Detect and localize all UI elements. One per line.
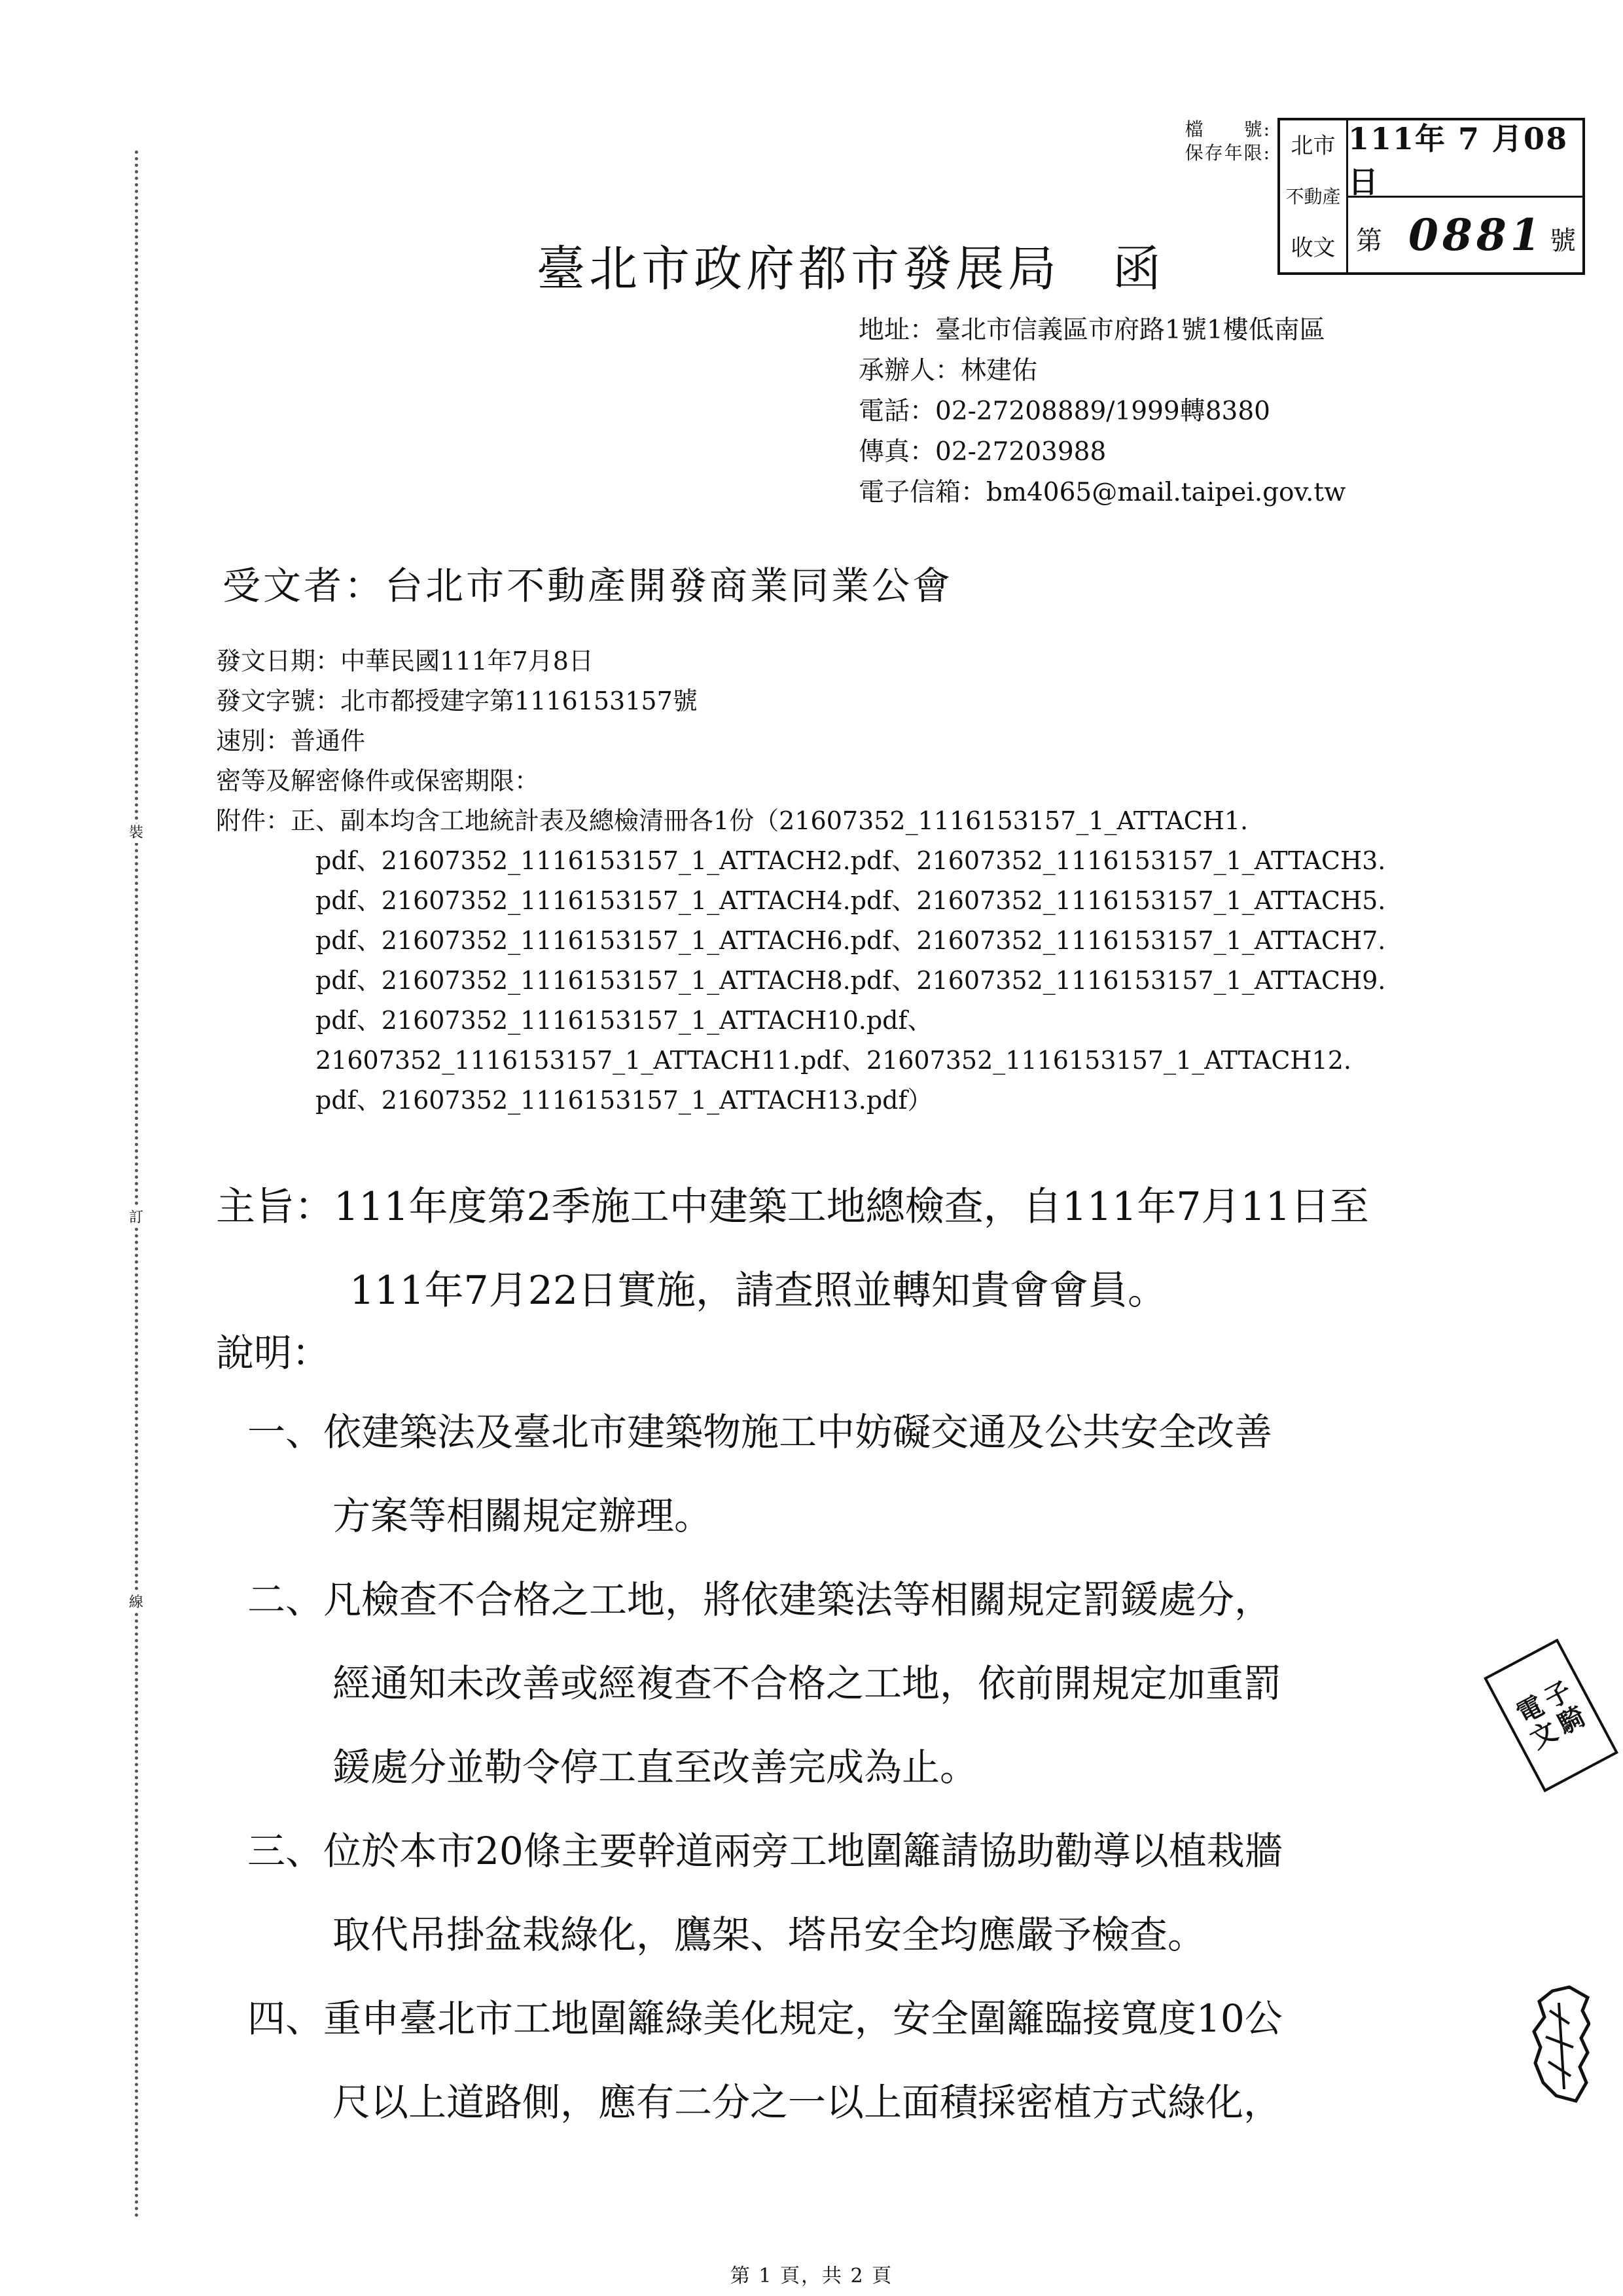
contact-address: 地址：臺北市信義區市府路1號1樓低南區 [859, 315, 1325, 345]
archive-labels [1147, 118, 1271, 165]
binding-mark-zhuang: 裝 [126, 823, 147, 843]
subject-block [216, 1165, 1369, 1333]
receipt-stamp [1277, 118, 1585, 275]
page-seam-seal-fragment [1530, 1984, 1590, 2104]
contact-phone: 電話：02-27208889/1999轉8380 [859, 397, 1270, 426]
attachments-line: 附件：正、副本均含工地統計表及總檢清冊各1份（21607352_1116153157_1_ATTACH1. [216, 806, 1249, 835]
attachments-line: 21607352_1116153157_1_ATTACH11.pdf、21607352_1116153157_1_ATTACH12. [315, 1046, 1351, 1075]
stamp-receipt-number [1348, 198, 1582, 272]
electronic-exchange-seal [1484, 1639, 1618, 1793]
secrecy-level: 密等及解密條件或保密期限： [216, 766, 540, 795]
description-item-3: 三、位於本市20條主要幹道兩旁工地圍籬請協助勸導以植栽牆 [247, 1829, 1283, 1873]
binding-mark-ding: 訂 [126, 1208, 147, 1228]
description-item-2-cont: 鍰處分並勒令停工直至改善完成為止。 [332, 1745, 978, 1789]
attachments-line: pdf、21607352_1116153157_1_ATTACH2.pdf、21607352_1116153157_1_ATTACH3. [315, 846, 1386, 875]
description-item-4: 四、重申臺北市工地圍籬綠美化規定，安全圍籬臨接寬度10公 [247, 1996, 1283, 2041]
stamp-receipt-date: 111年 7 月08日 [1348, 120, 1582, 198]
contact-block [859, 310, 1346, 513]
seal-char: 騎 [1552, 1700, 1590, 1740]
description-item-4-cont: 尺以上道路側，應有二分之一以上面積採密植方式綠化， [332, 2080, 1282, 2125]
document-number: 發文字號：北市都授建字第1116153157號 [216, 687, 698, 715]
page-number: 第 1 頁，共 2 頁 [730, 2265, 893, 2287]
attachments-line: pdf、21607352_1116153157_1_ATTACH6.pdf、21607352_1116153157_1_ATTACH7. [315, 926, 1386, 955]
description-item-2: 二、凡檢查不合格之工地，將依建築法等相關規定罰鍰處分， [247, 1577, 1273, 1622]
stamp-number-value: 0881 [1408, 209, 1544, 260]
stamp-number-suffix: 號 [1550, 226, 1576, 256]
document-title: 臺北市政府都市發展局 函 [537, 241, 1165, 297]
seal-char: 子 [1539, 1675, 1577, 1715]
binding-mark-xian: 線 [126, 1593, 147, 1613]
description-item-1: 一、依建築法及臺北市建築物施工中妨礙交通及公共安全改善 [247, 1410, 1273, 1454]
description-item-3-cont: 取代吊掛盆栽綠化，鷹架、塔吊安全均應嚴予檢查。 [332, 1912, 1206, 1957]
contact-handler: 承辦人：林建佑 [859, 356, 1038, 386]
stamp-org-line1: 北市 [1291, 133, 1336, 159]
seal-char: 文 [1525, 1715, 1563, 1755]
attachments-line: pdf、21607352_1116153157_1_ATTACH10.pdf、 [315, 1006, 933, 1035]
attachments-line: pdf、21607352_1116153157_1_ATTACH13.pdf） [315, 1086, 933, 1115]
stamp-org-line2: 不動產 [1285, 186, 1341, 207]
document-meta [216, 641, 1385, 1121]
description-item-2-cont: 經通知未改善或經複查不合格之工地，依前開規定加重罰 [332, 1661, 1282, 1706]
stamp-number-prefix: 第 [1356, 226, 1382, 256]
seal-char: 電 [1511, 1690, 1549, 1730]
delivery-speed: 速別：普通件 [216, 726, 366, 755]
binding-margin-dotted-line [135, 151, 138, 2219]
receipt-stamp-org [1280, 120, 1348, 272]
subject-line: 111年7月22日實施，請查照並轉知貴會會員。 [349, 1268, 1168, 1314]
recipient-line: 受文者：台北市不動產開發商業同業公會 [223, 564, 954, 608]
stamp-org-line3: 收文 [1291, 235, 1336, 261]
contact-fax: 傳真：02-27203988 [859, 437, 1107, 467]
file-number-label: 檔 號: [1185, 118, 1271, 140]
retention-period-label: 保存年限: [1185, 142, 1271, 164]
description-heading: 說明： [216, 1331, 330, 1375]
description-items [247, 1390, 1283, 2144]
attachments-line: pdf、21607352_1116153157_1_ATTACH4.pdf、21607352_1116153157_1_ATTACH5. [315, 886, 1386, 915]
contact-email: 電子信箱：bm4065@mail.taipei.gov.tw [859, 478, 1346, 507]
description-item-1-cont: 方案等相關規定辦理。 [332, 1494, 713, 1538]
issue-date: 發文日期：中華民國111年7月8日 [216, 647, 594, 675]
subject-line: 主旨：111年度第2季施工中建築工地總檢查，自111年7月11日至 [216, 1184, 1369, 1230]
attachments-line: pdf、21607352_1116153157_1_ATTACH8.pdf、21607352_1116153157_1_ATTACH9. [315, 966, 1386, 995]
